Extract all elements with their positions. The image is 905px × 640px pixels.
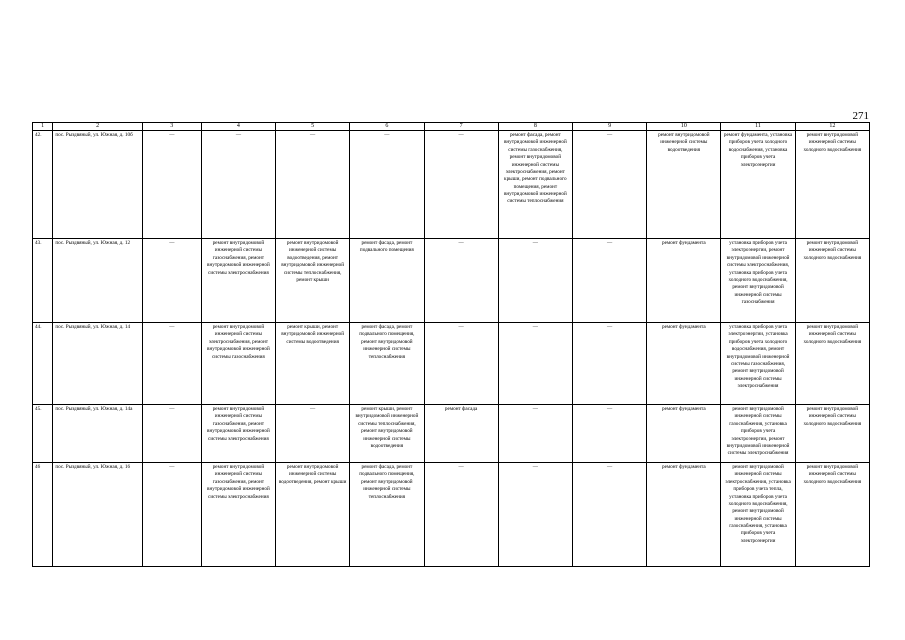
work-cell: ремонт фасада, ремонт внутридомовой инженерной системы газоснабжения, ремонт внутридомовой инженерной системы электроснабжения, ремонт крыши, ремонт подвального помещения, ремонт внутридомовой инженерной системы теплоснабжения — [498, 131, 572, 239]
table-row — [33, 405, 870, 463]
work-cell: ремонт фасада, ремонт подвального помещения — [350, 239, 424, 323]
work-cell: установка приборов учета электроэнергии, установка приборов учета холодного водоснабжения, ремонт внутридомовой инженерной системы газоснабжения, ремонт внутридомовой инженерной системы электроснабжения — [721, 323, 795, 405]
work-cell: ремонт внутридомовой инженерной системы электроснабжения, установка приборов учета тепла, установка приборов учета холодного водоснабжения, ремонт внутридомовой инженерной системы газоснабжения, установка приборов учета электроэнергии — [721, 463, 795, 567]
address-cell: пос. Рыздвяный, ул. Южная, д. 10б — [53, 131, 142, 239]
work-cell: ремонт крыши, ремонт внутридомовой инженерной системы водоотведения — [276, 323, 350, 405]
work-cell: — — [498, 405, 572, 463]
page-number: 271 — [852, 110, 869, 122]
column-header: 10 — [647, 123, 721, 131]
work-cell: ремонт фасада, ремонт подвального помещения, ремонт внутридомовой инженерной системы теплоснабжения — [350, 463, 424, 567]
work-cell: — — [142, 131, 201, 239]
work-cell: ремонт внутридомовой инженерной системы холодного водоснабжения — [795, 239, 869, 323]
work-cell: — — [498, 463, 572, 567]
work-cell: ремонт крыши, ремонт внутридомовой инженерной системы теплоснабжения, ремонт внутридомовой инженерной системы водоотведения — [350, 405, 424, 463]
table-row — [33, 131, 870, 239]
work-cell: — — [424, 323, 498, 405]
work-cell: ремонт фундамента — [647, 405, 721, 463]
work-cell: ремонт фундамента — [647, 323, 721, 405]
address-cell: пос. Рыздвяный, ул. Южная, д. 14 — [53, 323, 142, 405]
column-header: 5 — [276, 123, 350, 131]
table-row — [33, 239, 870, 323]
address-cell: пос. Рыздвяный, ул. Южная, д. 14а — [53, 405, 142, 463]
column-header: 4 — [201, 123, 275, 131]
work-cell: — — [142, 405, 201, 463]
column-header: 3 — [142, 123, 201, 131]
work-cell: ремонт фундамента — [647, 463, 721, 567]
column-header: 12 — [795, 123, 869, 131]
work-cell: — — [424, 239, 498, 323]
work-cell: — — [424, 463, 498, 567]
work-cell: установка приборов учета электроэнергии, ремонт внутридомовой инженерной системы электроснабжения, установка приборов учета холодного водоснабжения, ремонт внутридомовой инженерной системы газоснабжения — [721, 239, 795, 323]
row-number: 44. — [33, 323, 53, 405]
work-cell: — — [572, 239, 646, 323]
address-cell: пос. Рыздвяный, ул. Южная, д. 16 — [53, 463, 142, 567]
column-header: 8 — [498, 123, 572, 131]
work-cell: — — [498, 323, 572, 405]
work-cell: ремонт фундамента, установка приборов учета холодного водоснабжения, установка приборов учета электроэнергии — [721, 131, 795, 239]
work-cell: — — [350, 131, 424, 239]
work-cell: ремонт фасада, ремонт подвального помещения, ремонт внутридомовой инженерной системы теплоснабжения — [350, 323, 424, 405]
work-cell: ремонт внутридомовой инженерной системы газоснабжения, ремонт внутридомовой инженерной системы электроснабжения — [201, 239, 275, 323]
address-cell: пос. Рыздвяный, ул. Южная, д. 12 — [53, 239, 142, 323]
works-table — [32, 122, 870, 567]
table-row — [33, 323, 870, 405]
work-cell: — — [201, 131, 275, 239]
work-cell: — — [276, 405, 350, 463]
column-header: 1 — [33, 123, 53, 131]
work-cell: — — [572, 463, 646, 567]
work-cell: ремонт внутридомовой инженерной системы холодного водоснабжения — [795, 323, 869, 405]
work-cell: ремонт внутридомовой инженерной системы газоснабжения, установка приборов учета электроэнергии, ремонт внутридомовой инженерной системы электроснабжения — [721, 405, 795, 463]
work-cell: — — [572, 405, 646, 463]
work-cell: ремонт внутридомовой инженерной системы холодного водоснабжения — [795, 405, 869, 463]
work-cell: ремонт внутридомовой инженерной системы холодного водоснабжения — [795, 463, 869, 567]
row-number: 46 — [33, 463, 53, 567]
table-header-row — [33, 123, 870, 131]
column-header: 7 — [424, 123, 498, 131]
work-cell: — — [142, 323, 201, 405]
column-header: 6 — [350, 123, 424, 131]
work-cell: ремонт внутридомовой инженерной системы холодного водоснабжения — [795, 131, 869, 239]
work-cell: ремонт фасада — [424, 405, 498, 463]
column-header: 2 — [53, 123, 142, 131]
work-cell: ремонт внутридомовой инженерной системы водоотведения, ремонт внутридомовой инженерной системы теплоснабжения, ремонт крыши — [276, 239, 350, 323]
work-cell: ремонт внутридомовой инженерной системы водоотведения, ремонт крыши — [276, 463, 350, 567]
work-cell: — — [572, 323, 646, 405]
column-header: 9 — [572, 123, 646, 131]
work-cell: ремонт внутридомовой инженерной системы газоснабжения, ремонт внутридомовой инженерной системы электроснабжения — [201, 463, 275, 567]
work-cell: — — [142, 239, 201, 323]
work-cell: — — [498, 239, 572, 323]
work-cell: ремонт внутридомовой инженерной системы водоотведения — [647, 131, 721, 239]
work-cell: — — [572, 131, 646, 239]
row-number: 42. — [33, 131, 53, 239]
work-cell: ремонт фундамента — [647, 239, 721, 323]
column-header: 11 — [721, 123, 795, 131]
work-cell: ремонт внутридомовой инженерной системы газоснабжения, ремонт внутридомовой инженерной системы электроснабжения — [201, 405, 275, 463]
work-cell: ремонт внутридомовой инженерной системы электроснабжения, ремонт внутридомовой инженерной системы газоснабжения — [201, 323, 275, 405]
work-cell: — — [276, 131, 350, 239]
work-cell: — — [424, 131, 498, 239]
table-row — [33, 463, 870, 567]
row-number: 45. — [33, 405, 53, 463]
row-number: 43. — [33, 239, 53, 323]
work-cell: — — [142, 463, 201, 567]
